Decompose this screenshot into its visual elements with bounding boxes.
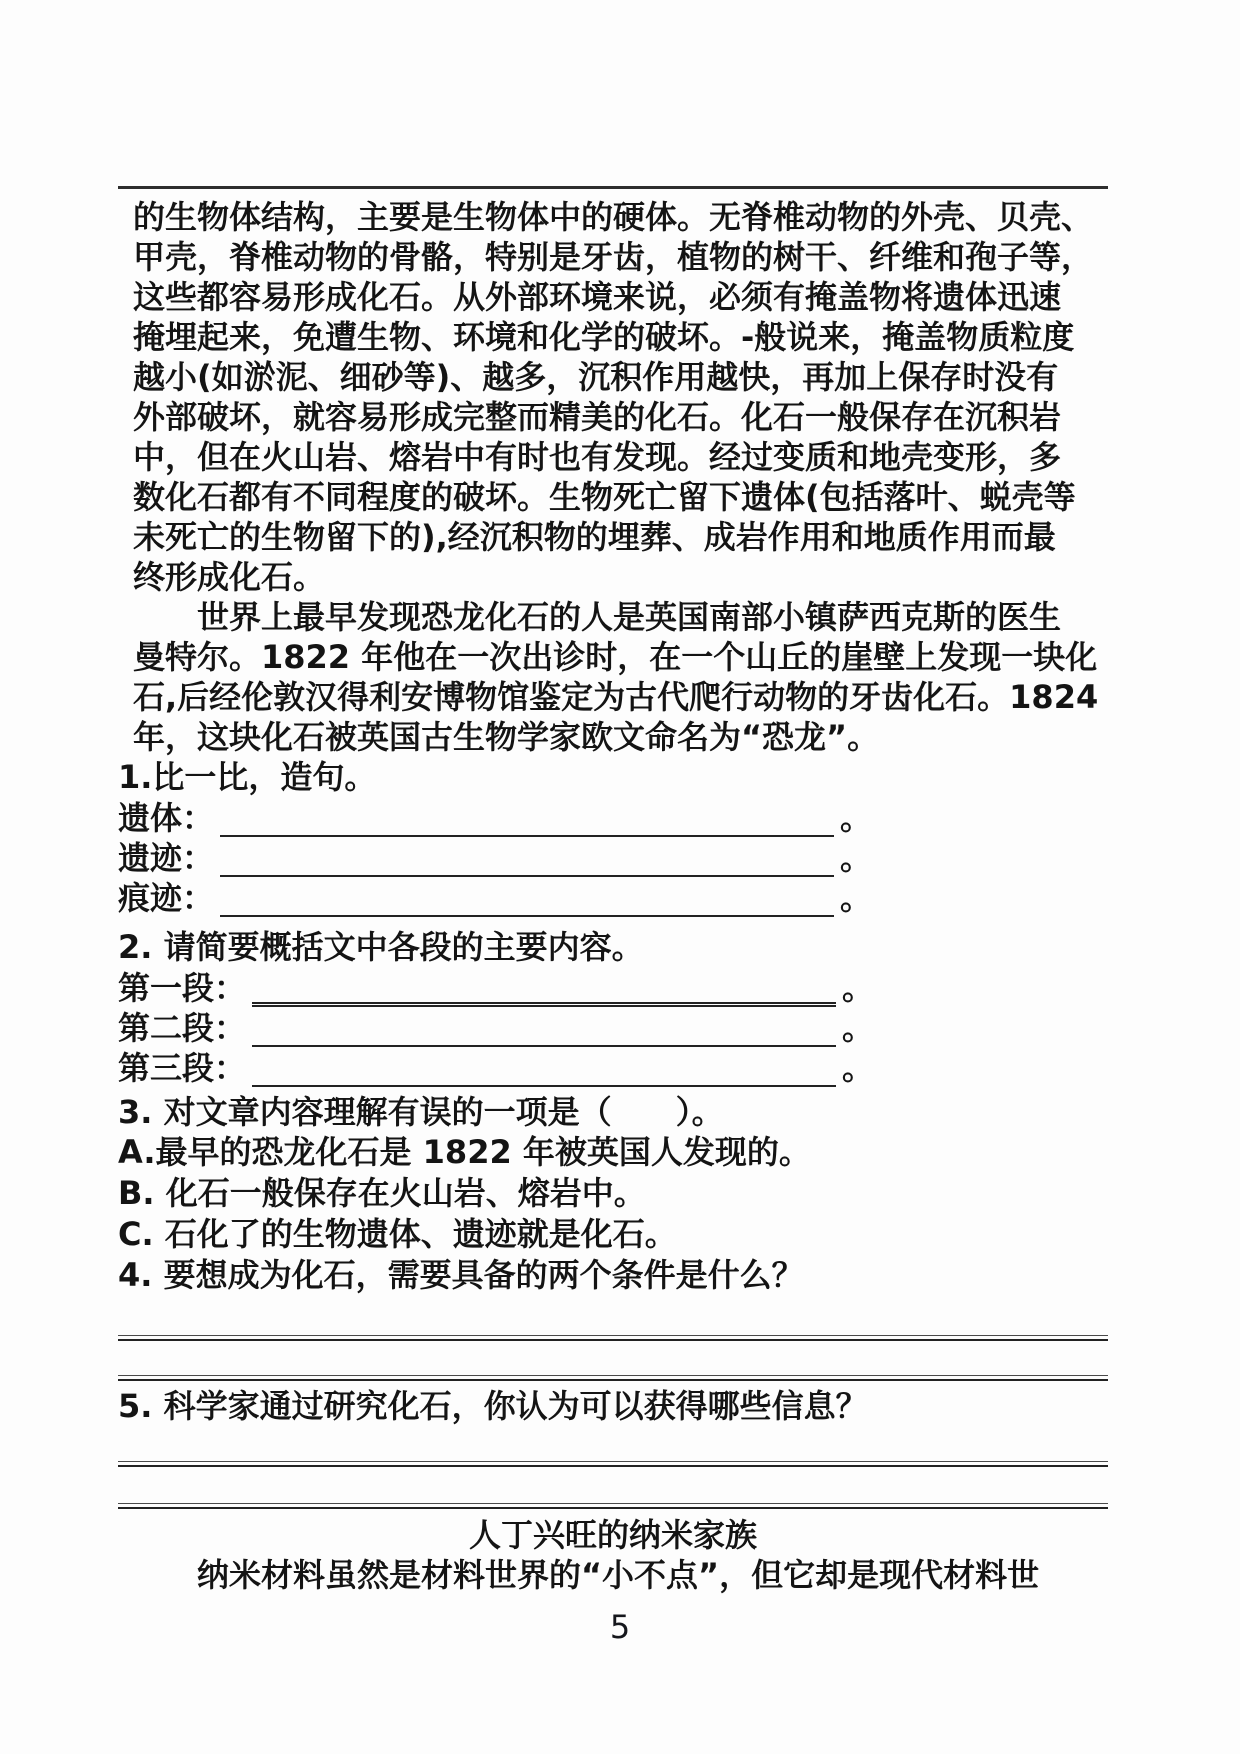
- answer-blank-line: [220, 839, 834, 877]
- answer-blank-line: [252, 1049, 836, 1087]
- question-1-prompt: 1.比一比，造句。: [118, 758, 377, 796]
- blank-label: 第一段：: [118, 969, 247, 1007]
- question-5-prompt: 5. 科学家通过研究化石，你认为可以获得哪些信息？: [118, 1387, 868, 1425]
- answer-rule-line: [118, 1335, 1108, 1341]
- passage-line: 甲壳，脊椎动物的骨骼，特别是牙齿，植物的树干、纤维和孢子等，: [133, 238, 1094, 276]
- nano-passage-title: 人丁兴旺的纳米家族: [468, 1516, 757, 1554]
- question-3-option-c: C. 石化了的生物遗体、遗迹就是化石。: [118, 1215, 677, 1253]
- blank-label: 痕迹：: [118, 879, 215, 917]
- fill-blank-row: [118, 1007, 1108, 1047]
- fill-blank-row: [118, 837, 1108, 877]
- answer-blank-line: [252, 1009, 836, 1047]
- question-3-option-a: A.最早的恐龙化石是 1822 年被英国人发现的。: [118, 1133, 811, 1171]
- fill-blank-row: [118, 967, 1108, 1007]
- question-4-prompt: 4. 要想成为化石，需要具备的两个条件是什么？: [118, 1256, 804, 1294]
- page-content: [118, 186, 1108, 1595]
- blank-label: 遗迹：: [118, 839, 215, 877]
- fill-blank-row: [118, 797, 1108, 837]
- passage-line: 世界上最早发现恐龙化石的人是英国南部小镇萨西克斯的医生: [197, 598, 1062, 636]
- passage-line: 纳米材料虽然是材料世界的“小不点”，但它却是现代材料世: [197, 1556, 1040, 1594]
- answer-blank-line: [252, 966, 836, 1007]
- fill-blank-row: [118, 1047, 1108, 1087]
- blank-label: 遗体：: [118, 799, 215, 837]
- passage-line: 终形成化石。: [133, 558, 326, 596]
- top-divider-rule: [118, 186, 1108, 189]
- period-mark: 。: [842, 1049, 875, 1087]
- passage-line: 越小(如淤泥、细砂等)、越多，沉积作用越快，再加上保存时没有: [133, 358, 1059, 396]
- blank-label: 第二段：: [118, 1009, 247, 1047]
- answer-rule-line: [118, 1503, 1108, 1509]
- period-mark: 。: [840, 879, 873, 917]
- passage-line: 石,后经伦敦汉得利安博物馆鉴定为古代爬行动物的牙齿化石。1824: [133, 678, 1099, 716]
- answer-rule-line: [118, 1375, 1108, 1381]
- question-3-option-b: B. 化石一般保存在火山岩、熔岩中。: [118, 1174, 646, 1212]
- fill-blank-row: [118, 877, 1108, 917]
- period-mark: 。: [842, 1009, 875, 1047]
- answer-rule-line: [118, 1461, 1108, 1467]
- question-3-prompt: 3. 对文章内容理解有误的一项是（ ）。: [118, 1093, 724, 1131]
- blank-label: 第三段：: [118, 1049, 247, 1087]
- passage-line: 年，这块化石被英国古生物学家欧文命名为“恐龙”。: [133, 718, 880, 756]
- passage-line: 数化石都有不同程度的破坏。生物死亡留下遗体(包括落叶、蜕壳等: [133, 478, 1076, 516]
- answer-blank-line: [220, 799, 834, 837]
- passage-line: 中，但在火山岩、熔岩中有时也有发现。经过变质和地壳变形，多: [133, 438, 1062, 476]
- passage-line: 未死亡的生物留下的),经沉积物的埋葬、成岩作用和地质作用而最: [133, 518, 1056, 556]
- question-2-prompt: 2. 请简要概括文中各段的主要内容。: [118, 928, 644, 966]
- period-mark: 。: [840, 839, 873, 877]
- period-mark: 。: [842, 969, 875, 1007]
- passage-line: 这些都容易形成化石。从外部环境来说，必须有掩盖物将遗体迅速: [133, 278, 1062, 316]
- passage-line: 的生物体结构，主要是生物体中的硬体。无脊椎动物的外壳、贝壳、: [133, 198, 1094, 236]
- answer-blank-line: [220, 879, 834, 917]
- page-number: 5: [609, 1608, 631, 1646]
- period-mark: 。: [840, 799, 873, 837]
- passage-line: 外部破坏，就容易形成完整而精美的化石。化石一般保存在沉积岩: [133, 398, 1062, 436]
- passage-line: 曼特尔。1822 年他在一次出诊时，在一个山丘的崖壁上发现一块化: [133, 638, 1098, 676]
- passage-line: 掩埋起来，免遭生物、环境和化学的破坏。-般说来，掩盖物质粒度: [133, 318, 1075, 356]
